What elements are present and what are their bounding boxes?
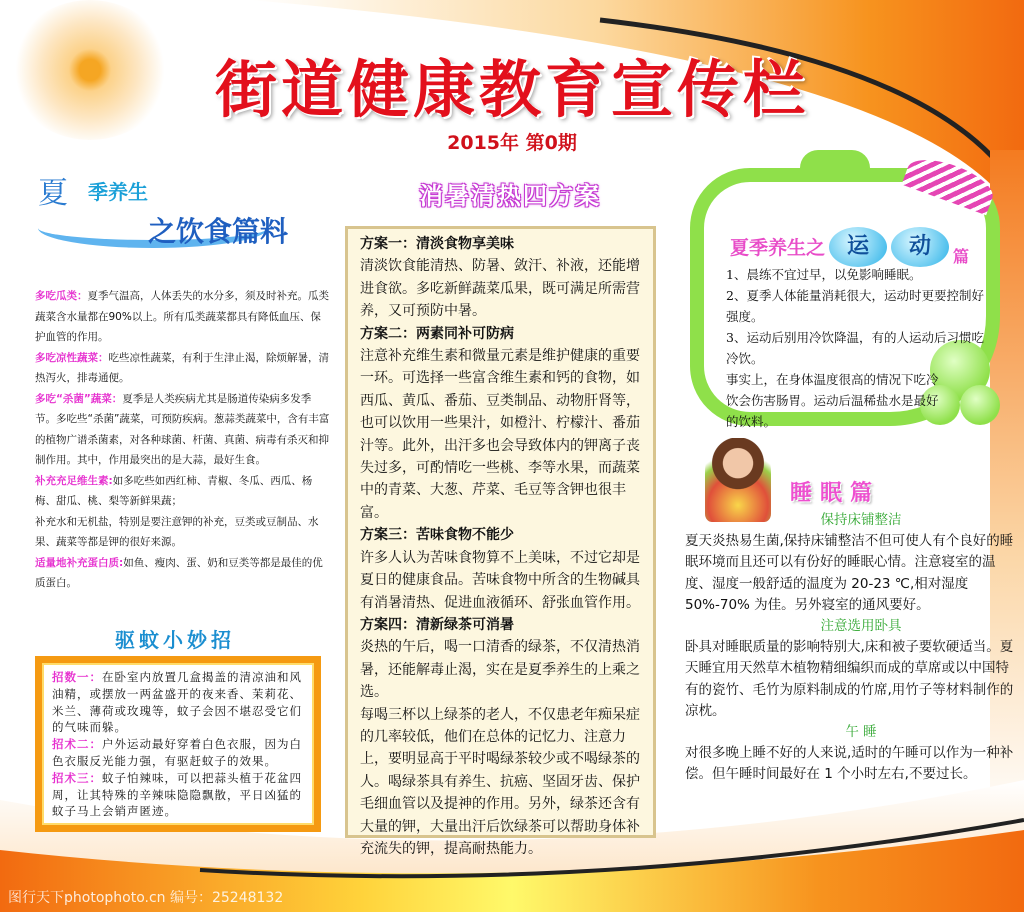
- plan-text: 注意补充维生素和微量元素是维护健康的重要一环。可选择一些富含维生素和钙的食物，如西瓜、黄瓜、番茄、豆类制品、动物肝肾等，也可以饮用一些果汁，如橙汁、柠檬汁、番茄汁等。此外，出汗多也会导致体内的钾离子丧失过多，可酌情吃一些桃、李等水果，而蔬菜中的青菜、大葱、芹菜、毛豆等含钾也很丰富。: [360, 348, 640, 521]
- bubble-char: 运: [829, 227, 887, 267]
- diet-item: 补充充足维生素:如多吃些如西红柿、青椒、冬瓜、西瓜、杨梅、甜瓜、桃、梨等新鲜果蔬；: [35, 474, 313, 507]
- mosquito-tips-box: [35, 656, 321, 832]
- diet-item: 多吃瓜类：夏季气温高，人体丢失的水分多，须及时补充。瓜类蔬菜含水量都在90%以上。所有瓜类蔬菜都具有降低血压、保护血管的作用。: [35, 290, 329, 343]
- sleep-paragraph: 对很多晚上睡不好的人来说,适时的午睡可以作为一种补偿。但午睡时间最好在 1 个小时左右,不要过长。: [685, 745, 1014, 783]
- sport-line: 1、晨练不宜过早，以免影响睡眠。: [726, 267, 922, 282]
- heading-big-char: 夏: [38, 176, 68, 211]
- sport-text: [726, 264, 986, 432]
- plan-heading: 方案一：清淡食物享美味: [360, 236, 514, 252]
- plan-heading: 方案二：两素同补可防病: [360, 325, 514, 342]
- sleep-paragraph: 卧具对睡眠质量的影响特别大,床和被子要软硬适当。夏天睡宜用天然草木植物精细编织而成的草席或以中国特有的瓷竹、毛竹为原料制成的竹席,用竹子等材料制作的凉枕。: [685, 639, 1014, 719]
- plan-text: 每喝三杯以上绿茶的老人，不仅患老年痴呆症的几率较低，他们在总体的记忆力、注意力上，要明显高于平时喝绿茶较少或不喝绿茶的人。喝绿茶具有养生、抗癌、坚固牙齿、保护毛细血管以及提神的作用。另外，绿茶还含有大量的钾，大量出汗后饮绿茶可以帮助身体补充流失的钾，提高耐热能力。: [360, 706, 640, 857]
- watermark: 图行天下photophoto.cn 编号：25248132: [8, 890, 284, 906]
- diet-item: 多吃凉性蔬菜：吃些凉性蔬菜，有利于生津止渴，除烦解暑，清热泻火，排毒通便。: [35, 351, 329, 384]
- diet-item: 多吃“杀菌”蔬菜：夏季是人类疾病尤其是肠道传染病多发季节。多吃些“杀菌”蔬菜，可预防疾病。葱蒜类蔬菜中，含有丰富的植物广谱杀菌素，对各种球菌、杆菌、真菌、病毒有杀灭和抑制作用。其中，作用最突出的是大蒜，最好生食。: [35, 392, 330, 466]
- sleep-heading: 睡眠篇: [790, 481, 881, 506]
- plan-text: 清淡饮食能清热、防暑、敛汗、补液，还能增进食欲。多吃新鲜蔬菜瓜果，既可满足所需营养，又可预防中暑。: [360, 258, 640, 320]
- tip: 招数一：在卧室内放置几盒揭盖的清凉油和风油精，或摆放一两盆盛开的夜来香、茉莉花、米兰、薄荷或玫瑰等，蚊子会因不堪忍受它们的气味而躲。: [52, 670, 302, 735]
- sport-line: 3、运动后别用冷饮降温，有的人运动后习惯吃冷饮。: [726, 330, 984, 366]
- sleep-subheading: 保持床铺整洁: [820, 512, 902, 528]
- sleep-subheading: 注意选用卧具: [820, 618, 902, 635]
- diet-heading: [38, 168, 328, 263]
- plan-text: 许多人认为苦味食物算不上美味，不过它却是夏日的健康食品。苦味食物中所含的生物碱具有消暑清热、促进血液循环、舒张血管作用。: [360, 549, 640, 611]
- sleep-subheading: 午 睡: [845, 724, 877, 741]
- heading-line1: 季养生: [88, 180, 148, 204]
- plan-text: 炎热的午后，喝一口清香的绿茶，不仅清热消暑，还能解毒止渴，实在是夏季养生的上乘之选。: [360, 639, 640, 701]
- diet-item: 适量地补充蛋白质:如鱼、瘦肉、蛋、奶和豆类等都是最佳的优质蛋白。: [35, 556, 323, 589]
- issue-number: 2015年 第0期: [447, 132, 577, 154]
- heading-line2: 之饮食篇料: [148, 215, 289, 248]
- cooling-plans-box: [345, 226, 656, 857]
- mosquito-heading: 驱蚊小妙招: [115, 628, 235, 652]
- tip: 招术二：户外运动最好穿着白色衣服，因为白色衣服反光能力强，有驱赶蚊子的效果。: [52, 737, 302, 768]
- poster-title: 街道健康教育宣传栏: [214, 53, 809, 126]
- cooling-plans-heading: 消暑清热四方案: [419, 182, 601, 210]
- diet-item: 补充水和无机盐，特别是要注意钾的补充，豆类或豆制品、水果、蔬菜等都是钾的很好来源。: [35, 515, 319, 548]
- bubble-char: 动: [891, 227, 949, 267]
- plan-heading: 方案三：苦味食物不能少: [360, 527, 514, 544]
- sleep-text: [685, 510, 1017, 786]
- plan-heading: 方案四：清新绿茶可消暑: [360, 616, 514, 633]
- tip: 招术三：蚊子怕辣味，可以把蒜头植于花盆四周，让其特殊的辛辣味隐隐飘散，平日凶猛的蚊子马上会销声匿迹。: [52, 770, 302, 819]
- sleep-paragraph: 夏天炎热易生菌,保持床铺整洁不但可使人有个良好的睡眠环境而且还可以有份好的睡眠心情。注意寝室的温度、湿度一般舒适的温度为 20-23 ℃,相对湿度 50%-70% 为佳。另外寝室的通风要好。: [685, 533, 1014, 613]
- sport-heading: 夏季养生之 运 动 篇: [730, 226, 969, 267]
- sport-line: 2、夏季人体能量消耗很大，运动时更要控制好强度。: [726, 288, 984, 324]
- sport-line: 事实上，在身体温度很高的情况下吃冷饮会伤害肠胃。运动后温稀盐水是最好的饮料。: [726, 372, 939, 429]
- diet-text: [35, 286, 330, 594]
